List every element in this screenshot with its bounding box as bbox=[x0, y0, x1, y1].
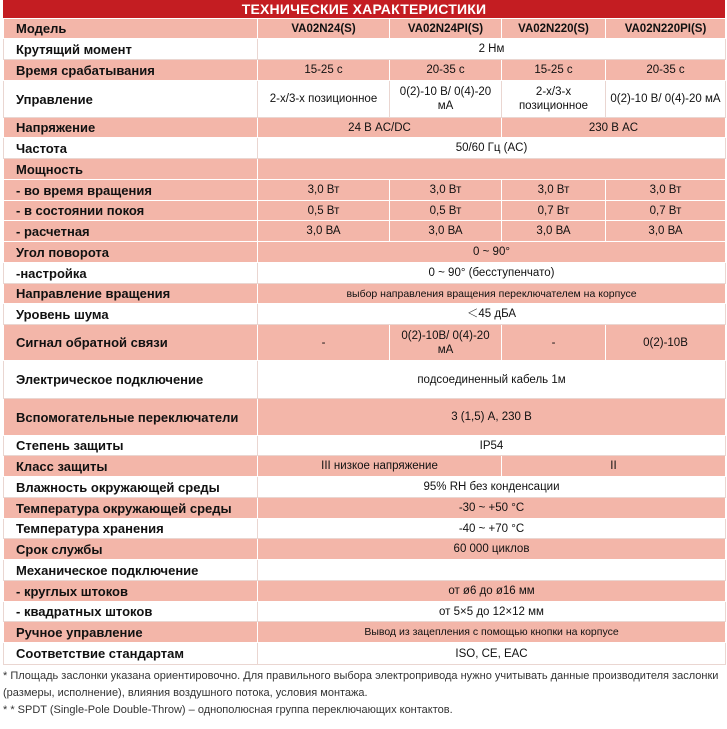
row-electrical bbox=[4, 361, 726, 399]
row-value: 15-25 с bbox=[258, 60, 390, 81]
row-power-rated bbox=[4, 221, 726, 242]
row-value: IP54 bbox=[258, 436, 726, 456]
spec-table bbox=[3, 18, 726, 665]
row-value: 20-35 с bbox=[606, 60, 726, 81]
row-value: 0(2)-10В/ 0(4)-20 мА bbox=[390, 325, 502, 361]
row-label: Вспомогательные переключатели bbox=[4, 399, 258, 436]
row-value: 0(2)-10В bbox=[606, 325, 726, 361]
row-value: 24 В AC/DC bbox=[258, 118, 502, 138]
row-label: Управление bbox=[4, 81, 258, 118]
row-humidity bbox=[4, 477, 726, 498]
row-value: -40 ~ +70 °C bbox=[258, 519, 726, 539]
row-value: 3,0 ВА bbox=[502, 221, 606, 242]
row-mechanical-round bbox=[4, 581, 726, 602]
row-label: Класс защиты bbox=[4, 456, 258, 477]
row-value: от ø6 до ø16 мм bbox=[258, 581, 726, 602]
row-label: Уровень шума bbox=[4, 304, 258, 325]
row-value: подсоединенный кабель 1м bbox=[258, 361, 726, 399]
row-value: 0,7 Вт bbox=[606, 201, 726, 221]
footnote: * Площадь заслонки указана ориентировочно. Для правильного выбора электропривода нужно учитывать данные производителя заслонки (размеры, исполнение), влияния воздушного потока, условия монтажа. bbox=[3, 670, 719, 699]
row-value: 3,0 ВА bbox=[390, 221, 502, 242]
model-2: VA02N24PI(S) bbox=[390, 19, 502, 39]
footnotes bbox=[3, 668, 725, 719]
row-angle bbox=[4, 242, 726, 263]
row-life bbox=[4, 539, 726, 560]
row-label: -настройка bbox=[4, 263, 258, 284]
row-storage-temp bbox=[4, 519, 726, 539]
row-frequency bbox=[4, 138, 726, 159]
row-power-rest bbox=[4, 201, 726, 221]
row-torque bbox=[4, 39, 726, 60]
row-value: - bbox=[258, 325, 390, 361]
row-value: 3,0 ВА bbox=[258, 221, 390, 242]
row-value: 95% RH без конденсации bbox=[258, 477, 726, 498]
row-protection-class bbox=[4, 456, 726, 477]
row-voltage bbox=[4, 118, 726, 138]
row-value: ＜45 дБА bbox=[258, 304, 726, 325]
row-label: - в состоянии покоя bbox=[4, 201, 258, 221]
row-label: Ручное управление bbox=[4, 622, 258, 643]
row-value: 3,0 Вт bbox=[502, 180, 606, 201]
row-value: от 5×5 до 12×12 мм bbox=[258, 602, 726, 622]
row-value: ISO, CE, EAC bbox=[258, 643, 726, 665]
row-value: 2-х/3-х позиционное bbox=[258, 81, 390, 118]
row-label: Направление вращения bbox=[4, 284, 258, 304]
row-feedback bbox=[4, 325, 726, 361]
row-aux bbox=[4, 399, 726, 436]
row-noise bbox=[4, 304, 726, 325]
row-value: -30 ~ +50 °C bbox=[258, 498, 726, 519]
row-value: 0,5 Вт bbox=[390, 201, 502, 221]
row-label: Влажность окружающей среды bbox=[4, 477, 258, 498]
row-label: Механическое подключение bbox=[4, 560, 258, 581]
row-label: Температура хранения bbox=[4, 519, 258, 539]
row-label: Срок службы bbox=[4, 539, 258, 560]
model-1: VA02N24(S) bbox=[258, 19, 390, 39]
row-label: - квадратных штоков bbox=[4, 602, 258, 622]
row-value: 3,0 Вт bbox=[606, 180, 726, 201]
row-value: 3,0 Вт bbox=[258, 180, 390, 201]
row-value: 230 В AC bbox=[502, 118, 726, 138]
row-value: 0,7 Вт bbox=[502, 201, 606, 221]
row-value: 0 ~ 90° bbox=[258, 242, 726, 263]
row-manual bbox=[4, 622, 726, 643]
row-control bbox=[4, 81, 726, 118]
row-value: выбор направления вращения переключателем на корпусе bbox=[258, 284, 726, 304]
row-value: II bbox=[502, 456, 726, 477]
row-label: - во время вращения bbox=[4, 180, 258, 201]
row-mechanical-square bbox=[4, 602, 726, 622]
row-mechanical bbox=[4, 560, 726, 581]
row-label: Электрическое подключение bbox=[4, 361, 258, 399]
row-value: 0,5 Вт bbox=[258, 201, 390, 221]
row-value: 20-35 с bbox=[390, 60, 502, 81]
row-label: Соответствие стандартам bbox=[4, 643, 258, 665]
row-label: Степень защиты bbox=[4, 436, 258, 456]
row-time bbox=[4, 60, 726, 81]
model-3: VA02N220(S) bbox=[502, 19, 606, 39]
row-label: - расчетная bbox=[4, 221, 258, 242]
row-ambient-temp bbox=[4, 498, 726, 519]
row-ip bbox=[4, 436, 726, 456]
row-value: 2 Нм bbox=[258, 39, 726, 60]
header-row bbox=[4, 19, 726, 39]
row-value: 0(2)-10 В/ 0(4)-20 мА bbox=[390, 81, 502, 118]
row-standards bbox=[4, 643, 726, 665]
spec-title: ТЕХНИЧЕСКИЕ ХАРАКТЕРИСТИКИ bbox=[3, 0, 725, 18]
header-label: Модель bbox=[4, 19, 258, 39]
row-value: 0(2)-10 В/ 0(4)-20 мА bbox=[606, 81, 726, 118]
row-value: - bbox=[502, 325, 606, 361]
row-label: - круглых штоков bbox=[4, 581, 258, 602]
row-label: Крутящий момент bbox=[4, 39, 258, 60]
row-value: 2-х/3-х позиционное bbox=[502, 81, 606, 118]
row-value: 0 ~ 90° (бесступенчато) bbox=[258, 263, 726, 284]
footnote: * * SPDT (Single-Pole Double-Throw) – однополюсная группа переключающих контактов. bbox=[3, 704, 453, 716]
row-value: III низкое напряжение bbox=[258, 456, 502, 477]
row-label: Угол поворота bbox=[4, 242, 258, 263]
row-label: Температура окружающей среды bbox=[4, 498, 258, 519]
row-value: 50/60 Гц (AC) bbox=[258, 138, 726, 159]
row-value: Вывод из зацепления с помощью кнопки на корпусе bbox=[258, 622, 726, 643]
row-label: Сигнал обратной связи bbox=[4, 325, 258, 361]
row-label: Напряжение bbox=[4, 118, 258, 138]
row-power-rotation bbox=[4, 180, 726, 201]
row-label: Мощность bbox=[4, 159, 258, 180]
row-power bbox=[4, 159, 726, 180]
row-value: 3 (1,5) А, 230 В bbox=[258, 399, 726, 436]
row-label: Частота bbox=[4, 138, 258, 159]
row-value: 3,0 Вт bbox=[390, 180, 502, 201]
row-value: 3,0 ВА bbox=[606, 221, 726, 242]
model-4: VA02N220PI(S) bbox=[606, 19, 726, 39]
row-value: 60 000 циклов bbox=[258, 539, 726, 560]
row-direction bbox=[4, 284, 726, 304]
row-adjust bbox=[4, 263, 726, 284]
row-value: 15-25 с bbox=[502, 60, 606, 81]
row-label: Время срабатывания bbox=[4, 60, 258, 81]
